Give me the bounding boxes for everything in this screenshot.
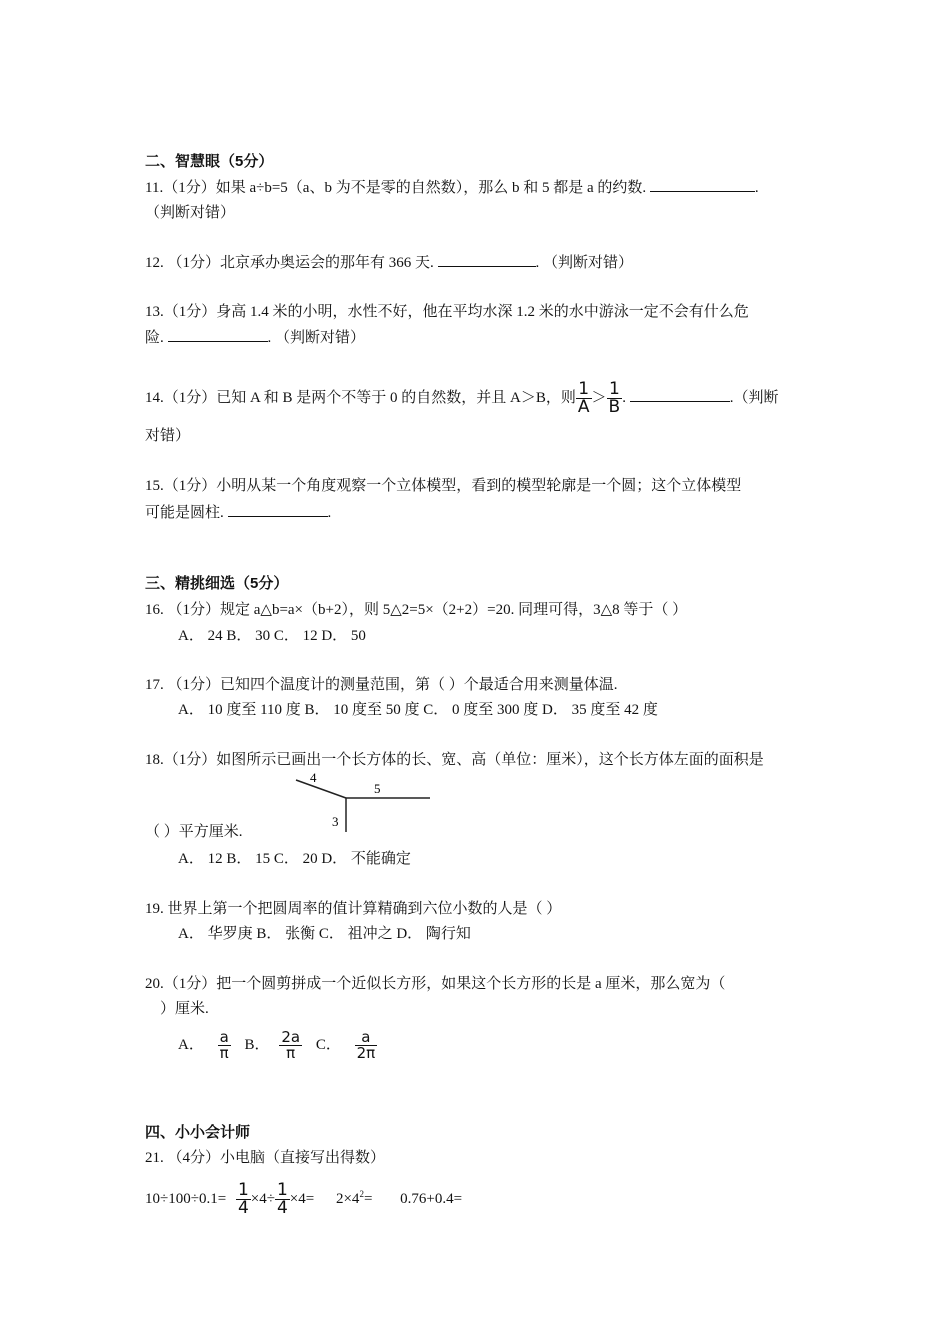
q16-options: A． 24 B． 30 C． 12 D． 50 (178, 628, 366, 644)
q17-options: A． 10 度至 110 度 B． 10 度至 50 度 C． 0 度至 300 度 D． 35 度至 42 度 (178, 702, 658, 718)
q13-judge: . （判断对错） (267, 330, 366, 346)
question-20: 20.（1分）把一个圆剪拼成一个近似长方形，如果这个长方形的长是 a 厘米，那么宽为（ (145, 976, 726, 992)
q12-text: 12. （1分）北京承办奥运会的那年有 366 天. (145, 255, 434, 271)
q15-line1: 15.（1分）小明从某一个角度观察一个立体模型，看到的模型轮廓是一个圆；这个立体模型 (145, 478, 742, 494)
q21-expressions (145, 1174, 462, 1219)
figure-width-line (296, 780, 346, 798)
fraction-a-over-pi: $\frac{a}{\pi}$ (219, 1028, 229, 1063)
figure-label-height: 3 (332, 814, 339, 829)
expr-2-mid: ×4÷ (250, 1191, 275, 1207)
question-11: 11.（1分）如果 a÷b=5（a、b 为不是零的自然数），那么 b 和 5 都是 a 的约数. . (145, 177, 759, 198)
figure-label-width: 4 (310, 770, 317, 785)
q20-tail: ）厘米. (160, 1001, 209, 1017)
fraction-1-over-a: $\frac{1}{A}$ (577, 379, 590, 418)
q15-text: 可能是圆柱. (145, 505, 224, 521)
q14-text: 14.（1分）已知 A 和 B 是两个不等于 0 的自然数，并且 A＞B，则 (145, 390, 576, 406)
q20-options (178, 1025, 377, 1065)
question-13 (145, 327, 365, 348)
question-19: 19. 世界上第一个把圆周率的值计算精确到六位小数的人是（ ） (145, 901, 562, 917)
q20-option-c-label: C． (315, 1037, 341, 1053)
cuboid-figure (290, 770, 440, 836)
answer-blank-11[interactable] (650, 177, 755, 192)
q18-options: A． 12 B． 15 C． 20 D． 不能确定 (178, 851, 411, 867)
answer-blank-12[interactable] (438, 252, 536, 267)
q12-judge: . （判断对错） (535, 255, 634, 271)
section-4-title: 四、小小会计师 (145, 1124, 251, 1141)
q14-gt: ＞ (591, 390, 607, 406)
answer-blank-13[interactable] (168, 327, 268, 342)
question-16: 16. （1分）规定 a△b=a×（b+2），则 5△2=5×（2+2）=20. 同理可得，3△8 等于（ ） (145, 602, 688, 618)
fraction-a-over-2pi: $\frac{a}{2\pi}$ (356, 1028, 376, 1063)
q13-text: 险. (145, 330, 164, 346)
expr-1: 10÷100÷0.1= (145, 1191, 227, 1207)
q15-dot: . (327, 505, 332, 521)
q11-text: 11.（1分）如果 a÷b=5（a、b 为不是零的自然数），那么 b 和 5 都是 a 的约数. (145, 180, 647, 196)
question-18: 18.（1分）如图所示已画出一个长方体的长、宽、高（单位：厘米），这个长方体左面的面积是 (145, 752, 764, 768)
q14-dot: . (622, 390, 626, 406)
q14-judge-cont: 对错） (145, 428, 191, 444)
question-15 (145, 502, 331, 523)
section-2-title: 二、智慧眼（5分） (145, 153, 274, 170)
answer-blank-15[interactable] (228, 502, 328, 517)
q20-option-b-label: B． (244, 1037, 270, 1053)
q19-options: A． 华罗庚 B． 张衡 C． 祖冲之 D． 陶行知 (178, 926, 471, 942)
figure-label-length: 5 (374, 781, 381, 796)
q11-judge: （判断对错） (145, 205, 236, 221)
q13-line1: 13.（1分）身高 1.4 米的小明，水性不好，他在平均水深 1.2 米的水中游泳一定不会有什么危 (145, 304, 749, 320)
question-21: 21. （4分）小电脑（直接写出得数） (145, 1150, 386, 1166)
question-12 (145, 252, 633, 273)
fraction-1-over-4-a: $\frac{1}{4}$ (237, 1180, 249, 1219)
fraction-2a-over-pi: $\frac{2a}{\pi}$ (281, 1028, 301, 1063)
question-14 (145, 378, 778, 418)
expr-3: $2\times 4^2=$ (335, 1189, 373, 1207)
section-3-title: 三、精挑细选（5分） (145, 575, 289, 592)
question-17: 17. （1分）已知四个温度计的测量范围，第（ ）个最适合用来测量体温. (145, 677, 618, 693)
fraction-1-over-4-b: $\frac{1}{4}$ (276, 1180, 288, 1219)
q14-judge: .（判断 (729, 390, 779, 406)
q18-tail: （ ）平方厘米. (145, 824, 243, 840)
fraction-1-over-b: $\frac{1}{B}$ (608, 379, 621, 418)
expr-4: 0.76+0.4= (400, 1191, 463, 1207)
answer-blank-14[interactable] (630, 387, 730, 402)
q20-option-a-label: A． (178, 1037, 204, 1053)
expr-2-end: ×4= (289, 1191, 315, 1207)
